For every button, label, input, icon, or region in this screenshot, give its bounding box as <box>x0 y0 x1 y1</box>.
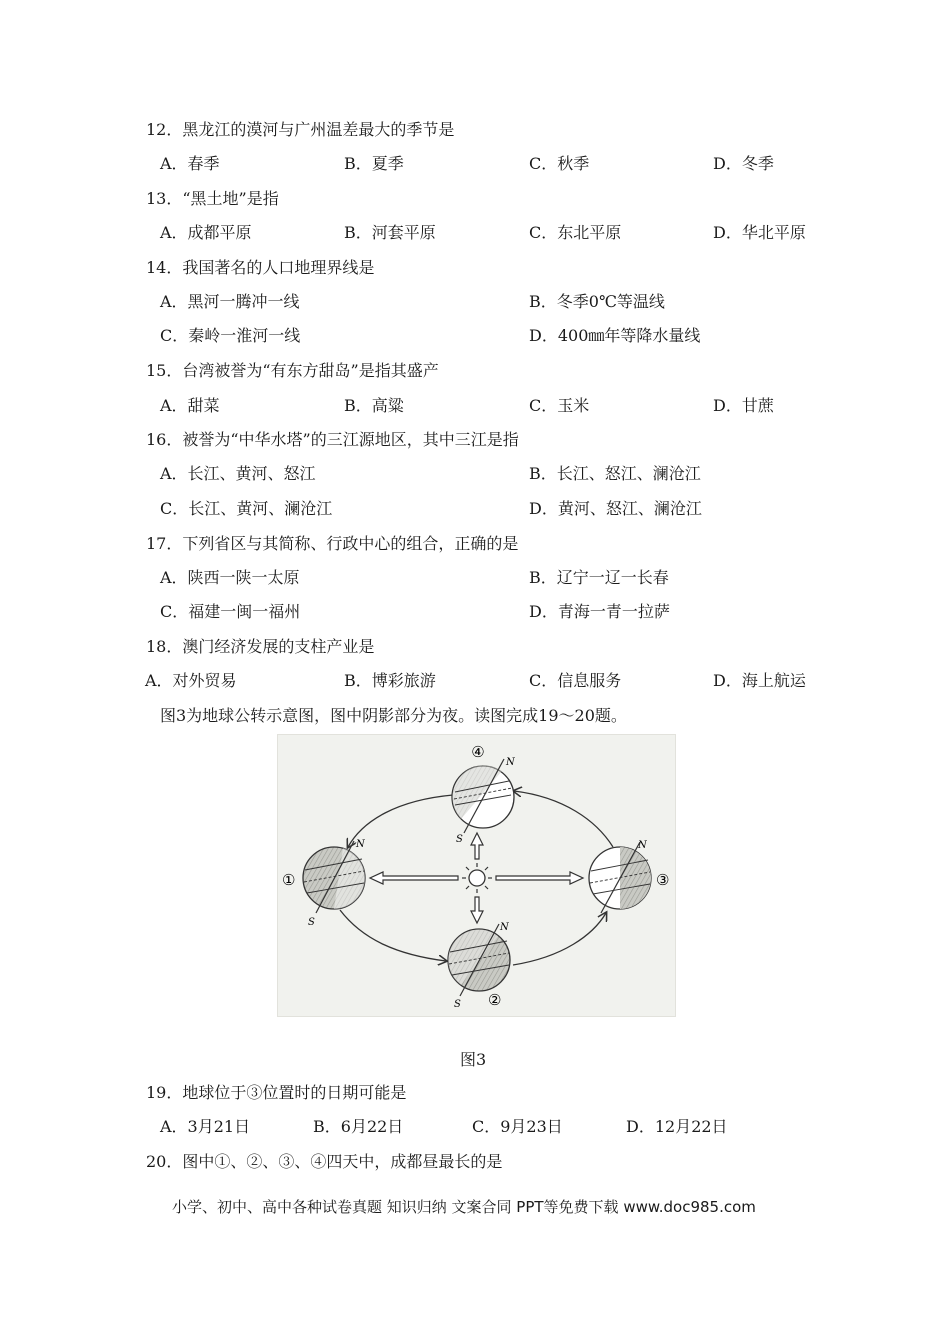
earth-revolution-figure <box>277 734 676 1017</box>
q12-option-b: B．夏季 <box>344 154 404 173</box>
question-20-stem: 20．图中①、②、③、④四天中，成都昼最长的是 <box>146 1152 503 1171</box>
q15-option-c: C．玉米 <box>529 396 590 415</box>
q18-option-d: D．海上航运 <box>713 671 806 690</box>
q14-option-b: B．冬季0℃等温线 <box>529 292 665 311</box>
q14-option-d: D．400㎜年等降水量线 <box>529 326 701 345</box>
figure-caption: 图3 <box>460 1050 487 1069</box>
q18-option-a: A．对外贸易 <box>145 671 237 690</box>
q15-option-d: D．甘蔗 <box>713 396 774 415</box>
q16-option-b: B．长江、怒江、澜沧江 <box>529 464 701 483</box>
question-14-stem: 14．我国著名的人口地理界线是 <box>146 258 375 277</box>
q13-option-d: D．华北平原 <box>713 223 806 242</box>
question-19-stem: 19．地球位于③位置时的日期可能是 <box>146 1083 407 1102</box>
footer-download-notice: 小学、初中、高中各种试卷真题 知识归纳 文案合同 PPT等免费下载 www.doc985.com <box>172 1198 756 1216</box>
orbit-arc-1-to-2 <box>340 910 446 961</box>
q19-option-a: A．3月21日 <box>160 1117 251 1136</box>
label-s-1: S <box>308 917 315 928</box>
label-s-2: S <box>454 999 461 1010</box>
q15-option-b: B．高粱 <box>344 396 404 415</box>
label-position-2: ② <box>488 991 502 1009</box>
q12-option-d: D．冬季 <box>713 154 774 173</box>
q13-option-a: A．成都平原 <box>160 223 252 242</box>
q18-option-b: B．博彩旅游 <box>344 671 436 690</box>
q12-option-a: A．春季 <box>160 154 220 173</box>
earth-position-4 <box>452 759 514 833</box>
q14-option-c: C．秦岭一淮河一线 <box>160 326 301 345</box>
q14-option-a: A．黑河一腾冲一线 <box>160 292 300 311</box>
label-n-3: N <box>638 840 647 851</box>
q19-option-d: D．12月22日 <box>626 1117 728 1136</box>
sun-icon <box>462 863 492 893</box>
earth-revolution-diagram <box>278 735 675 1016</box>
q16-option-a: A．长江、黄河、怒江 <box>160 464 316 483</box>
question-18-stem: 18．澳门经济发展的支柱产业是 <box>146 637 375 656</box>
earth-position-2 <box>448 924 510 996</box>
q19-option-c: C．9月23日 <box>472 1117 563 1136</box>
q12-option-c: C．秋季 <box>529 154 590 173</box>
q15-option-a: A．甜菜 <box>160 396 220 415</box>
question-15-stem: 15．台湾被誉为“有东方甜岛”是指其盛产 <box>146 361 439 380</box>
q17-option-d: D．青海一青一拉萨 <box>529 602 670 621</box>
label-position-3: ③ <box>656 871 670 889</box>
label-n-2: N <box>500 922 509 933</box>
q18-option-c: C．信息服务 <box>529 671 622 690</box>
q13-option-c: C．东北平原 <box>529 223 622 242</box>
q16-option-d: D．黄河、怒江、澜沧江 <box>529 499 702 518</box>
earth-position-3 <box>589 842 651 913</box>
label-position-1: ① <box>282 871 296 889</box>
label-n-1: N <box>356 839 365 850</box>
orbit-arc-2-to-3 <box>513 913 606 965</box>
orbit-arc-3-to-4 <box>514 791 613 847</box>
figure-intro-text: 图3为地球公转示意图，图中阴影部分为夜。读图完成19～20题。 <box>160 706 627 725</box>
label-position-4: ④ <box>471 743 485 761</box>
question-16-stem: 16．被誉为“中华水塔”的三江源地区，其中三江是指 <box>146 430 519 449</box>
q17-option-c: C．福建一闽一福州 <box>160 602 301 621</box>
label-n-4: N <box>506 757 515 768</box>
label-s-4: S <box>456 834 463 845</box>
earth-position-1 <box>303 841 365 913</box>
q13-option-b: B．河套平原 <box>344 223 436 242</box>
question-12-stem: 12．黑龙江的漠河与广州温差最大的季节是 <box>146 120 455 139</box>
q19-option-b: B．6月22日 <box>313 1117 404 1136</box>
q17-option-a: A．陕西一陕一太原 <box>160 568 300 587</box>
q17-option-b: B．辽宁一辽一长春 <box>529 568 669 587</box>
question-13-stem: 13．“黑土地”是指 <box>146 189 279 208</box>
q16-option-c: C．长江、黄河、澜沧江 <box>160 499 333 518</box>
question-17-stem: 17．下列省区与其简称、行政中心的组合，正确的是 <box>146 534 519 553</box>
